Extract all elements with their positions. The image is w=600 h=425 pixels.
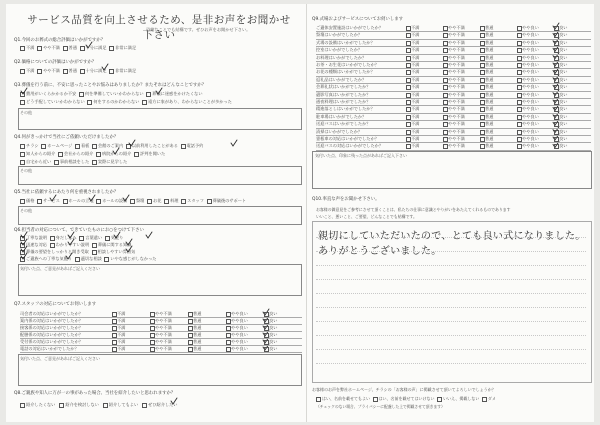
q9-scale-label: やや不満 [448, 136, 465, 141]
q9-row-label: 通夜料理はいかがでしたか？ [316, 99, 371, 104]
q5-opt-4: ホールの設備 [102, 198, 128, 203]
q4-other-label: その他 [20, 168, 32, 173]
q4-opt-10: 評判を聞いた [140, 151, 166, 156]
q6-opt-5: 迅速な対応 [26, 242, 47, 247]
q8-opt-3: 紹介してもよい [108, 402, 139, 407]
q7-scale-label: 普通 [193, 346, 202, 351]
q5-opt-7: 料理 [170, 198, 179, 203]
q9-scale-label: 良い [559, 62, 568, 67]
q9-scale-label: 良い [559, 143, 568, 149]
q7-scale-label: やや不満 [155, 325, 172, 330]
q6-opt-11: 適切な相談 [80, 256, 102, 261]
q1-opt-5: 非常に満足 [115, 45, 137, 50]
q9-scale-label: 良い [559, 106, 568, 112]
q9-scale-label: 不満 [411, 91, 420, 97]
q9-scale-label: やや不満 [448, 32, 465, 38]
q9-scale-label: 良い [559, 69, 568, 75]
q9-scale-label: やや良い [522, 25, 539, 30]
q9-row-label: 送迎バスはいかがでしたか？ [316, 121, 371, 127]
q10-ruled-line [316, 307, 586, 308]
q3-opt-3: 葬儀に迷惑をかけたくない [152, 91, 203, 96]
q4-opt-1: チラシ [26, 143, 39, 148]
q5-opt-5: 祭壇 [135, 198, 145, 203]
q9-scale-label: 不満 [411, 99, 420, 104]
q2-opt-5: 非常に満足 [115, 68, 137, 73]
q9-scale-label: やや不満 [448, 39, 465, 45]
q9-row-label: お茶・お生花はいかがでしたか？ [316, 62, 379, 67]
q10-ruled-line [316, 349, 586, 350]
q9-scale-label: 普通 [485, 62, 494, 67]
q9-row-label: 遺影写真はいかがでしたか？ [316, 91, 371, 97]
q9-scale-label: 良い [559, 121, 568, 127]
q9-scale-label: 不満 [411, 69, 420, 75]
q9-scale-label: 普通 [485, 54, 494, 60]
q9-scale-label: やや良い [522, 54, 539, 60]
q4-opt-4: 会館のご案内 [98, 143, 124, 148]
q9-row-label: お料理はいかがでしたか？ [316, 54, 367, 60]
q7-scale-label: 不満 [117, 325, 126, 330]
q4-opt-8: 会社からの紹介 [64, 151, 94, 156]
q9-scale-label: 普通 [485, 32, 494, 38]
q5-opt-2: サービス [43, 198, 60, 203]
q9-row-label: 返礼品はいかがでしたか？ [316, 76, 367, 82]
q7-scale-label: やや良い [231, 311, 248, 316]
q7-scale-label: やや良い [231, 325, 248, 330]
q3-opt-6: 遠方に家があり、わからないことが多かった [148, 99, 232, 104]
q6-opt-4: 気配り [110, 235, 124, 240]
q7-note: 気付いた点、ご意見があればご記入ください [20, 356, 100, 361]
q6-opt-3: 言葉遣い [85, 235, 103, 240]
q2-opt-2: やや不満 [43, 68, 60, 73]
q5-opt-6: お花 [153, 198, 162, 203]
q7-scale-label: やや良い [231, 318, 248, 323]
q6-note: 気付いた点、ご意見があればご記入ください [20, 266, 100, 271]
q10-handwriting-line-1: 親切にしていただいたので、とても良い式になりました。 [318, 231, 586, 242]
q9-scale-label: 普通 [485, 99, 494, 104]
q9-scale-label: やや良い [522, 136, 539, 141]
q9-scale-label: やや不満 [448, 84, 465, 90]
q5-opt-3: ホールの立地 [68, 198, 94, 203]
q9-scale-label: 不満 [411, 106, 420, 112]
q10-ruled-line [316, 251, 586, 252]
q9-row-label: お花の種類はいかがでしたか？ [316, 69, 375, 75]
q4-opt-7: 知人からの紹介 [26, 151, 56, 156]
q3-other-label: その他 [20, 110, 32, 115]
q7-row-label: 配膳係の対応はいかがでしたか？ [20, 332, 83, 337]
q2-label: Q2.価格についての評価はいかがですか？ [14, 60, 97, 65]
q4-label: Q4.何がきっかけで当社にご依頼いただけましたか？ [14, 135, 119, 140]
q6-opt-2: 身だしなみ [55, 235, 77, 240]
q9-scale-label: やや良い [522, 39, 539, 45]
q9-scale-label: やや不満 [448, 62, 465, 67]
q9-scale-label: やや良い [522, 32, 539, 38]
q9-scale-label: やや不満 [448, 54, 465, 60]
q7-scale-label: やや不満 [155, 311, 172, 316]
q9-scale-label: 不満 [411, 47, 420, 53]
q9-label: Q9.式場およびサービスについてお伺いします [312, 17, 403, 22]
q9-scale-label: 良い [559, 25, 568, 30]
q9-scale-label: 不満 [411, 128, 420, 134]
q9-scale-label: やや良い [522, 47, 539, 53]
q7-scale-label: 普通 [193, 318, 202, 323]
q5-label: Q5.当社に依頼するにあたり何を重視されましたか？ [14, 190, 119, 195]
q7-scale-label: やや良い [231, 346, 248, 351]
q1-opt-4: 十分に満足 [85, 45, 107, 50]
q2-opt-1: 不満 [26, 68, 35, 73]
consent-opt-1: はい、名前を載せてもよい [322, 396, 370, 401]
q7-row-label: 接客係の対応はいかがでしたか？ [20, 325, 83, 330]
q9-scale-label: 普通 [485, 25, 494, 30]
q7-row-label: 司会者の対応はいかがでしたか？ [20, 311, 83, 316]
q9-scale-label: やや不満 [448, 143, 465, 149]
q4-opt-13: 実際に見学した [97, 159, 128, 164]
q9-scale-label: 不満 [411, 32, 420, 38]
q9-scale-label: やや良い [522, 121, 539, 127]
q9-scale-label: 普通 [485, 136, 494, 141]
q6-opt-6: わかりやすい説明 [55, 242, 90, 247]
q7-scale-label: 不満 [117, 339, 126, 344]
q9-scale-label: やや良い [522, 106, 539, 112]
q9-scale-label: 普通 [485, 113, 494, 119]
q10-ruled-line [316, 237, 586, 238]
q9-scale-label: 普通 [485, 47, 494, 53]
q9-scale-label: 良い [559, 84, 568, 90]
q7-scale-label: 良い [269, 332, 278, 337]
q7-row-label: 電話の対応はいかがでしたか？ [20, 346, 79, 351]
q9-scale-label: やや不満 [448, 47, 465, 53]
q9-scale-label: 良い [559, 99, 568, 104]
consent-opt-3: いいえ、掲載しない [443, 396, 480, 401]
q9-scale-label: やや良い [522, 113, 539, 119]
q9-scale-label: 普通 [485, 76, 494, 82]
q4-opt-6: 電話予約 [186, 143, 204, 148]
q7-scale-label: やや良い [231, 339, 248, 344]
q9-scale-label: やや不満 [448, 76, 465, 82]
q9-scale-label: 不満 [411, 62, 420, 67]
q9-scale-label: 不満 [411, 136, 420, 141]
q7-scale-label: やや不満 [155, 318, 172, 323]
q9-scale-label: 不満 [411, 121, 420, 127]
q9-scale-label: 良い [559, 39, 568, 45]
q7-scale-label: 普通 [193, 311, 202, 316]
q4-opt-2: ホームページ [47, 143, 73, 148]
q7-scale-label: 普通 [193, 339, 202, 344]
q2-opt-3: 普通 [68, 68, 77, 73]
q9-scale-label: 良い [559, 128, 568, 134]
q7-scale-label: 不満 [117, 318, 126, 323]
q9-scale-label: 普通 [485, 91, 494, 97]
q7-row-divider [20, 352, 302, 353]
q7-scale-label: 普通 [193, 325, 202, 330]
q1-opt-2: やや不満 [43, 45, 60, 50]
q6-opt-8: 葬儀の要望をしっかりと聞き受取 [26, 249, 89, 254]
q9-scale-label: 良い [559, 91, 568, 97]
q7-scale-label: 不満 [117, 346, 126, 351]
q8-opt-4: ぜひ紹介したい [148, 402, 178, 407]
q9-scale-label: やや良い [522, 84, 539, 90]
q9-scale-label: 普通 [485, 143, 494, 149]
q9-row-label: 清掃はいかがでしたか？ [316, 128, 363, 134]
q6-opt-10: ご遺族への丁寧な気配り [26, 256, 73, 261]
q9-scale-label: やや良い [522, 128, 539, 134]
q9-scale-label: 普通 [485, 106, 494, 112]
q9-note: 気付いた点、印象に残った点があればご記入下さい [315, 153, 407, 158]
q9-scale-label: 不満 [411, 113, 420, 119]
q7-scale-label: 良い [269, 325, 278, 330]
q3-label: Q3.葬儀を行う前に、不安に思ったことやお悩みはありましたか？またそれはどんなことですか？ [14, 83, 207, 88]
q6-opt-7: 葬儀に関する知識 [97, 242, 132, 247]
q9-scale-label: 普通 [485, 39, 494, 45]
q9-scale-label: やや不満 [448, 121, 465, 127]
q9-scale-label: やや不満 [448, 91, 465, 97]
q9-row-label: 送迎バスの対応はいかがでしたか？ [316, 143, 384, 149]
q4-opt-5: 以前利用したことがある [131, 143, 178, 148]
q9-scale-label: やや不満 [448, 69, 465, 75]
q7-scale-label: やや不満 [155, 332, 172, 337]
q9-scale-label: 普通 [485, 128, 494, 134]
q7-scale-label: 良い [269, 346, 278, 351]
consent-note: （チェックのない場合、プライバシーに配慮した上で掲載させて頂きます） [316, 404, 445, 409]
q10-ruled-line [316, 321, 586, 322]
q7-row-label: 受付係の対応はいかがでしたか？ [20, 339, 83, 344]
q10-handwriting-line-2: ありがとうございました。 [318, 246, 442, 257]
q9-scale-label: やや不満 [448, 25, 465, 30]
q9-scale-label: 良い [559, 136, 568, 141]
q9-scale-label: 不満 [411, 84, 420, 90]
q9-scale-label: 不満 [411, 54, 420, 60]
q9-row-label: 会葬礼状はいかがでしたか？ [316, 84, 371, 90]
q4-opt-9: 病院からの紹介 [102, 151, 132, 156]
q10-ruled-line [316, 363, 586, 364]
q9-scale-label: 良い [559, 54, 568, 60]
q9-scale-label: 良い [559, 47, 568, 53]
q8-label: Q8.ご親族や知人に万が一の事があった場合、当社を紹介したいと思われますか？ [14, 391, 176, 396]
q9-scale-label: 良い [559, 76, 568, 82]
q6-label: Q6.担当者の対応について、できていたものにお○をつけて下さい [14, 228, 144, 233]
q9-row-label: 祭壇はいかがでしたか？ [316, 32, 363, 38]
q1-opt-1: 不満 [26, 45, 35, 50]
q9-scale-label: やや不満 [448, 106, 465, 112]
q10-intro-2: いいこと、悪いこと、ご要望、どんなことでも結構です。 [316, 214, 417, 219]
q9-scale-label: 良い [559, 32, 568, 38]
q9-scale-label: やや不満 [448, 113, 465, 119]
q9-row-label: 式場の設備はいかがでしたか？ [316, 39, 375, 45]
q1-label: Q1.今回のお葬式の総合評価はいかがですか？ [14, 38, 106, 43]
q7-scale-label: 良い [269, 339, 278, 344]
q7-scale-label: 普通 [193, 332, 202, 337]
q9-scale-label: やや良い [522, 69, 539, 75]
q3-opt-2: 何を準備していいかわからない [84, 91, 144, 96]
q9-scale-label: 良い [559, 113, 568, 119]
q3-opt-5: 何をするのかわからない [93, 99, 140, 104]
q9-scale-label: やや良い [522, 143, 539, 149]
q9-scale-label: 普通 [485, 84, 494, 90]
survey-lead: 恐縮なことでも結構です。ぜひお声をお聞かせ下さい。 [146, 27, 251, 32]
q6-opt-1: 丁寧な説明 [26, 235, 47, 240]
q9-scale-label: やや不満 [448, 128, 465, 134]
consent-opt-2: はい、名前を載せてはいけない [378, 396, 435, 401]
q9-row-label: 霊柩車の対応はいかがでしたか？ [316, 136, 379, 141]
q10-ruled-line [316, 279, 586, 280]
q7-scale-label: 不満 [117, 311, 126, 316]
q7-scale-label: 良い [269, 318, 278, 323]
q4-opt-11: 自宅から近い [26, 159, 52, 164]
q9-scale-label: 不満 [411, 76, 420, 82]
q9-scale-label: 不満 [411, 143, 420, 149]
q7-scale-label: 不満 [117, 332, 126, 337]
q4-opt-3: 看板 [80, 143, 90, 148]
survey-title: サービス品質を向上させるため、是非お声をお聞かせ下さい [27, 14, 291, 41]
q9-scale-label: 普通 [485, 121, 494, 127]
q7-scale-label: やや不満 [155, 346, 172, 351]
q9-row-divider [316, 150, 591, 151]
q7-scale-label: やや不満 [155, 339, 172, 344]
survey-sheet [6, 4, 594, 422]
q5-other-label: その他 [20, 208, 32, 213]
q9-scale-label: やや不満 [448, 99, 465, 104]
q9-scale-label: 不満 [411, 25, 420, 30]
q4-opt-12: 事前相談をした [59, 159, 90, 164]
q2-opt-4: 十分に満足 [85, 68, 107, 73]
q9-scale-label: やや良い [522, 99, 539, 104]
q9-row-label: ご遺体安置施設はいかがでしたか？ [316, 25, 384, 30]
q5-opt-9: 葬儀後のサポート [212, 198, 247, 203]
consent-opt-4: ダメ [487, 396, 496, 401]
q10-intro-1: お客様の御意見をご参考にさせて頂くことは、私たちの仕事に意識とやりがいをあたえてくれるものであります [316, 207, 511, 212]
q9-scale-label: やや良い [522, 76, 539, 82]
q1-opt-3: 普通 [68, 45, 77, 50]
q7-scale-label: やや良い [231, 332, 248, 337]
q8-opt-1: 紹介したくない [26, 402, 56, 407]
q7-label: Q7.スタッフの対応についてお伺いします [14, 302, 97, 307]
q9-scale-label: 普通 [485, 69, 494, 75]
q7-scale-label: 良い [269, 311, 278, 316]
q10-label: Q10.率直な声をお聞かせ下さい。 [312, 197, 380, 202]
q10-ruled-line [316, 335, 586, 336]
q10-ruled-line [316, 293, 586, 294]
q9-scale-label: やや良い [522, 62, 539, 67]
q9-row-label: 駐車場はいかがでしたか？ [316, 113, 367, 119]
q3-opt-4: どう手配していいかわからない [26, 99, 85, 104]
q8-opt-2: 紹介を検討しない [65, 402, 99, 407]
q9-row-label: 精進落としはいかがでしたか？ [316, 106, 375, 112]
q6-opt-12: いやな感じがしなかった [110, 256, 157, 261]
q6-opt-9: 相談しやすい雰囲気 [97, 249, 136, 254]
consent-label: お客様のお声を弊社ホームページ、チラシの「お客様の声」に掲載させて頂いてよろしいでしょうか？ [312, 387, 496, 392]
q9-scale-label: やや良い [522, 91, 539, 97]
q5-opt-1: 価格 [26, 198, 35, 203]
q10-ruled-line [316, 265, 586, 266]
q3-opt-1: 費用がいくらかかるか不安 [26, 91, 77, 96]
q9-scale-label: 不満 [411, 39, 420, 45]
rating-check-marks [6, 4, 594, 422]
q9-row-label: 控室はいかがでしたか？ [316, 47, 363, 53]
q5-opt-8: スタッフ [187, 198, 204, 203]
q7-row-label: 案内係の対応はいかがでしたか？ [20, 318, 83, 323]
